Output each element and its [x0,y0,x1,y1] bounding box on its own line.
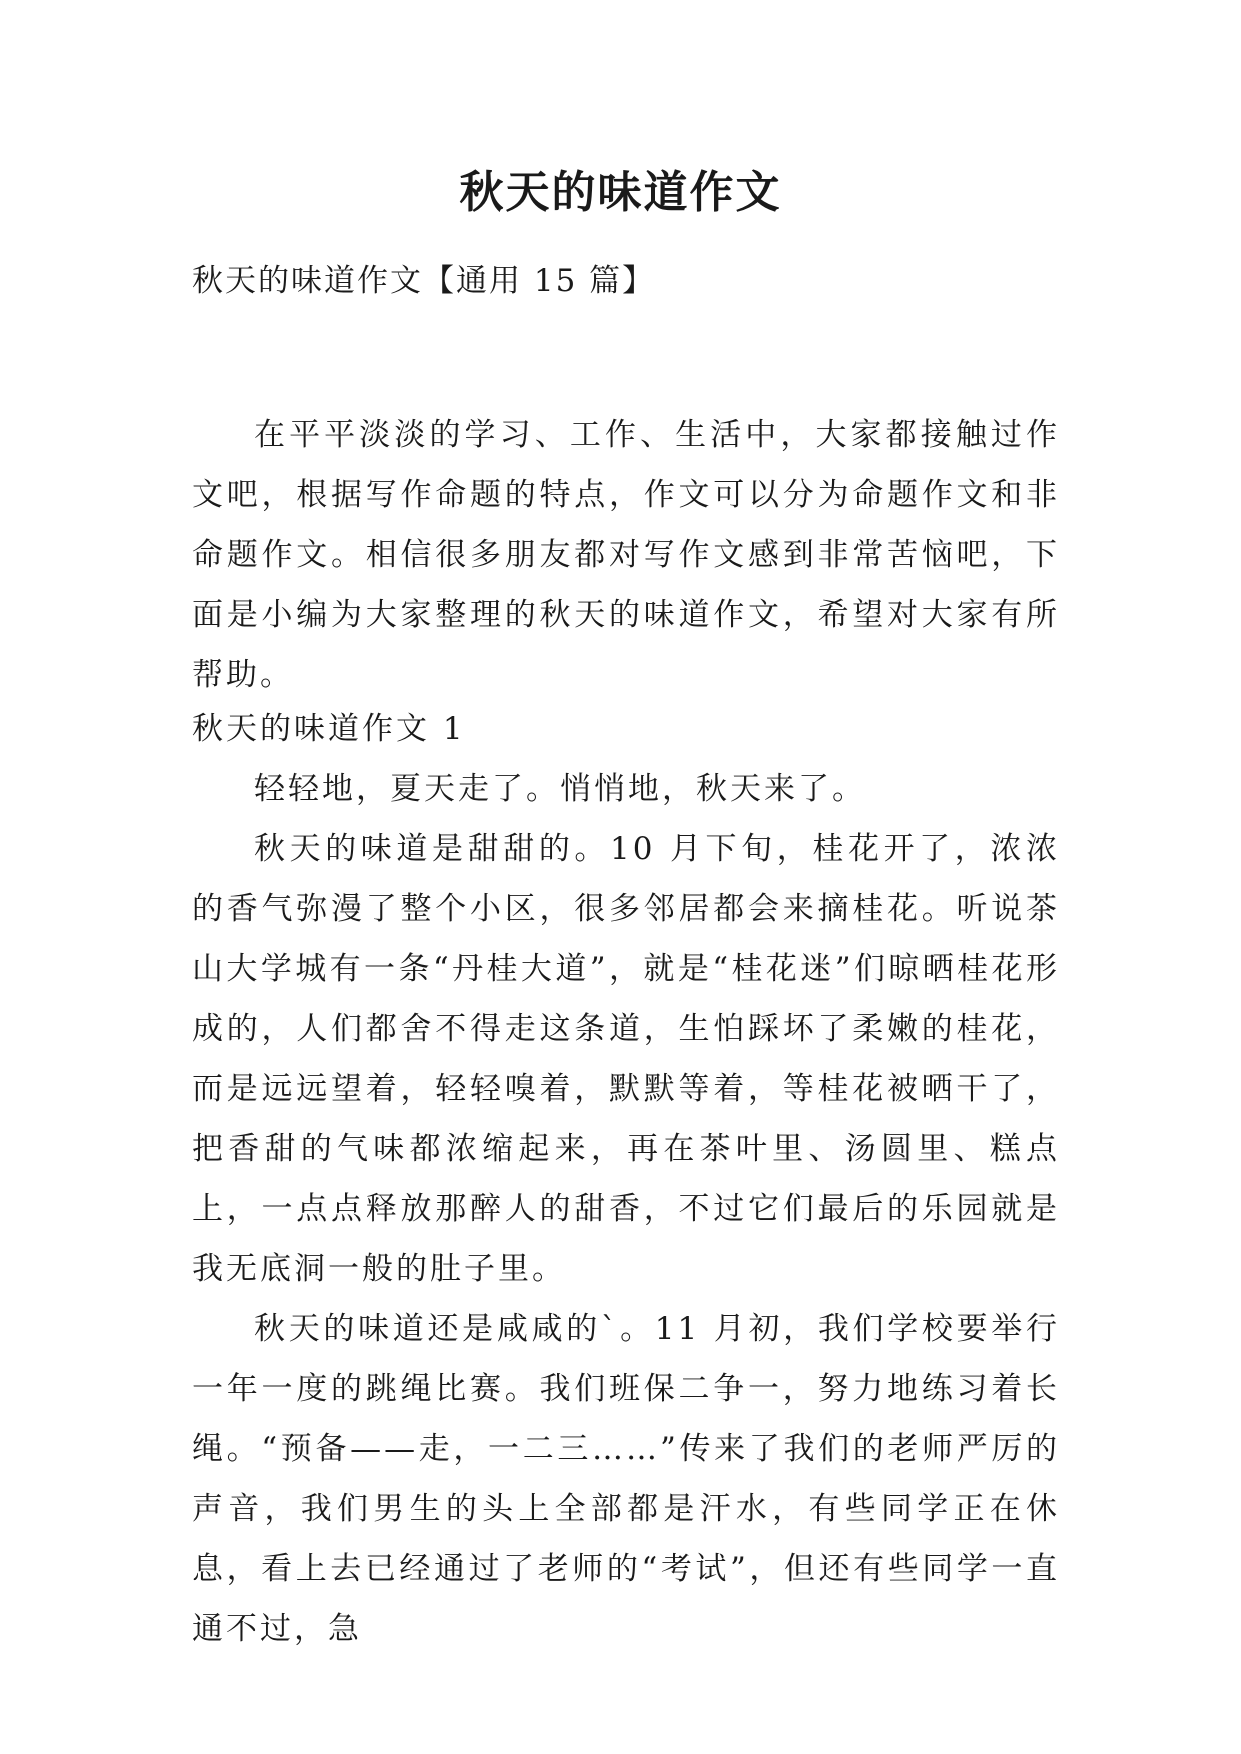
article-paragraph-1: 轻轻地，夏天走了。悄悄地，秋天来了。 [254,771,866,807]
document-subtitle: 秋天的味道作文【通用 15 篇】 [192,263,656,299]
document-title: 秋天的味道作文 [459,167,782,218]
article-block [192,699,1060,1659]
intro-paragraph: 在平平淡淡的学习、工作、生活中，大家都接触过作文吧，根据写作命题的特点，作文可以分为命题作文和非命题作文。相信很多朋友都对写作文感到非常苦恼吧，下面是小编为大家整理的秋天的味道作文，希望对大家有所帮助。 [192,417,1060,693]
section-heading: 秋天的味道作文 1 [192,711,466,747]
article-paragraph-2: 秋天的味道是甜甜的。10 月下旬，桂花开了，浓浓的香气弥漫了整个小区，很多邻居都会来摘桂花。听说茶山大学城有一条“丹桂大道”，就是“桂花迷”们晾晒桂花形成的，人们都舍不得走这条道，生怕踩坏了柔嫩的桂花，而是远远望着，轻轻嗅着，默默等着，等桂花被晒干了，把香甜的气味都浓缩起来，再在茶叶里、汤圆里、糕点上，一点点释放那醉人的甜香，不过它们最后的乐园就是我无底洞一般的肚子里。 [192,831,1060,1287]
article-paragraph-3: 秋天的味道还是咸咸的`。11 月初，我们学校要举行一年一度的跳绳比赛。我们班保二争一，努力地练习着长绳。“预备——走，一二三……”传来了我们的老师严厉的声音，我们男生的头上全部都是汗水，有些同学正在休息，看上去已经通过了老师的“考试”，但还有些同学一直通不过，急 [192,1311,1060,1647]
intro-block [192,405,1060,705]
